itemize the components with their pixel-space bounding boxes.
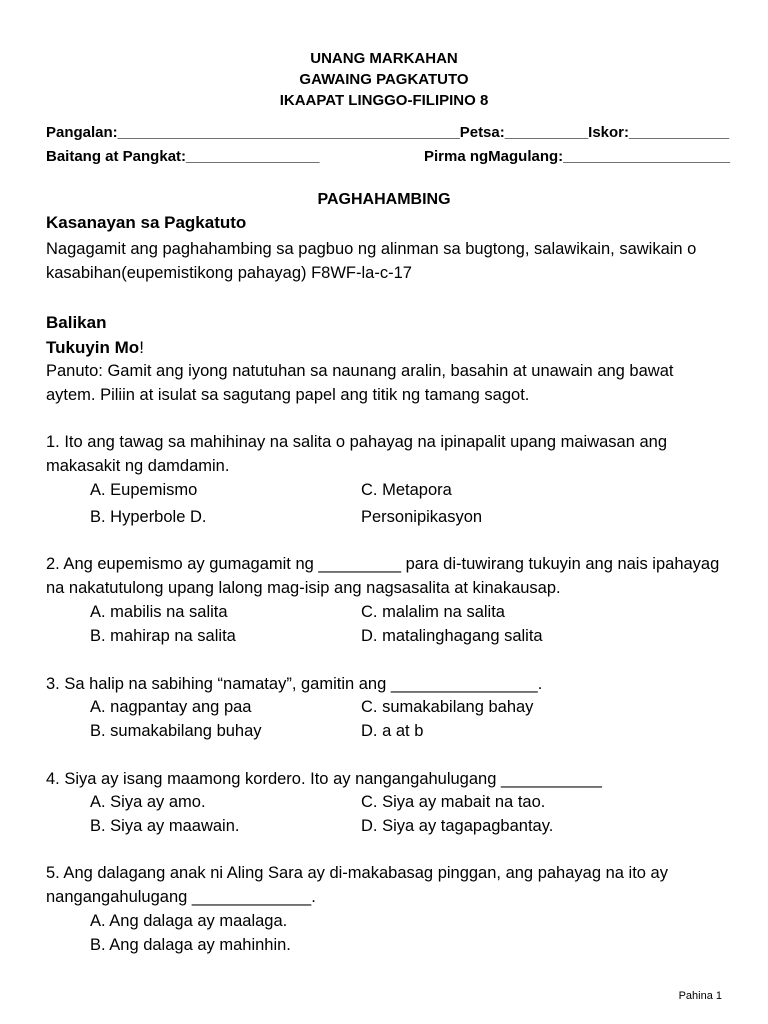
directions-line-1: Panuto: Gamit ang iyong natutuhan sa naunang aralin, basahin at unawain ang bawat xyxy=(46,362,674,380)
question-2-option-c: C. malalim na salita xyxy=(361,603,505,621)
question-2-option-d: D. matalinghagang salita xyxy=(361,627,543,645)
review-subheading xyxy=(46,338,144,358)
question-5-line-2: nangangahulugang _____________. xyxy=(46,888,316,906)
page-number: Pahina 1 xyxy=(678,990,722,1002)
header-quarter: UNANG MARKAHAN xyxy=(310,50,458,67)
question-3-option-d: D. a at b xyxy=(361,722,424,740)
header-week: IKAAPAT LINGGO-FILIPINO 8 xyxy=(279,92,489,109)
question-4-option-b: B. Siya ay maawain. xyxy=(90,817,240,835)
question-1-line-2: makasakit ng damdamin. xyxy=(46,457,230,475)
question-1-option-c: C. Metapora xyxy=(361,481,452,499)
question-2-option-a: A. mabilis na salita xyxy=(90,603,228,621)
question-5-line-1: 5. Ang dalagang anak ni Aling Sara ay di-makabasag pinggan, ang pahayag na ito ay xyxy=(46,864,668,882)
competency-heading: Kasanayan sa Pagkatuto xyxy=(46,213,247,232)
header-activity: GAWAING PAGKATUTO xyxy=(299,71,469,88)
question-1-line-1: 1. Ito ang tawag sa mahihinay na salita o pahayag na ipinapalit upang maiwasan ang xyxy=(46,433,668,451)
question-3-option-a: A. nagpantay ang paa xyxy=(90,698,252,716)
question-4-option-a: A. Siya ay amo. xyxy=(90,793,206,811)
competency-line-1: Nagagamit ang paghahambing sa pagbuo ng alinman sa bugtong, salawikain, sawikain o xyxy=(46,240,697,258)
question-3-option-c: C. sumakabilang bahay xyxy=(361,698,534,716)
question-3-option-b: B. sumakabilang buhay xyxy=(90,722,262,740)
grade-section-field[interactable]: Baitang at Pangkat:________________ xyxy=(46,148,320,165)
question-4-option-c: C. Siya ay mabait na tao. xyxy=(361,793,546,811)
review-subheading-bold: Tukuyin Mo xyxy=(46,338,140,357)
question-1-option-a: A. Eupemismo xyxy=(90,481,198,499)
question-3-line-1: 3. Sa halip na sabihing “namatay”, gamitin ang ________________. xyxy=(46,675,543,693)
question-2-line-1: 2. Ang eupemismo ay gumagamit ng _________ para di-tuwirang tukuyin ang nais ipahayag xyxy=(46,555,720,573)
question-5-option-a: A. Ang dalaga ay maalaga. xyxy=(90,912,288,930)
page-title: PAGHAHAMBING xyxy=(317,191,451,208)
question-4-line-1: 4. Siya ay isang maamong kordero. Ito ay nangangahulugang ___________ xyxy=(46,770,602,788)
name-date-score-field[interactable]: Pangalan:_________________________________________Petsa:__________Iskor:____________ xyxy=(46,124,730,141)
parent-signature-field[interactable]: Pirma ngMagulang:____________________ xyxy=(424,148,731,165)
directions-line-2: aytem. Piliin at isulat sa sagutang papel ang titik ng tamang sagot. xyxy=(46,386,530,404)
competency-line-2: kasabihan(eupemistikong pahayag) F8WF-la-c-17 xyxy=(46,264,412,282)
question-2-option-b: B. mahirap na salita xyxy=(90,627,236,645)
question-4-option-d: D. Siya ay tagapagbantay. xyxy=(361,817,554,835)
question-2-line-2: na nakatutulong upang lalong mag-isip ang nagsasalita at kinakausap. xyxy=(46,579,561,597)
question-1-option-b: B. Hyperbole D. xyxy=(90,508,207,526)
review-heading: Balikan xyxy=(46,313,107,332)
review-subheading-end: ! xyxy=(139,338,144,357)
question-1-option-d: Personipikasyon xyxy=(361,508,483,526)
question-5-option-b: B. Ang dalaga ay mahinhin. xyxy=(90,936,291,954)
